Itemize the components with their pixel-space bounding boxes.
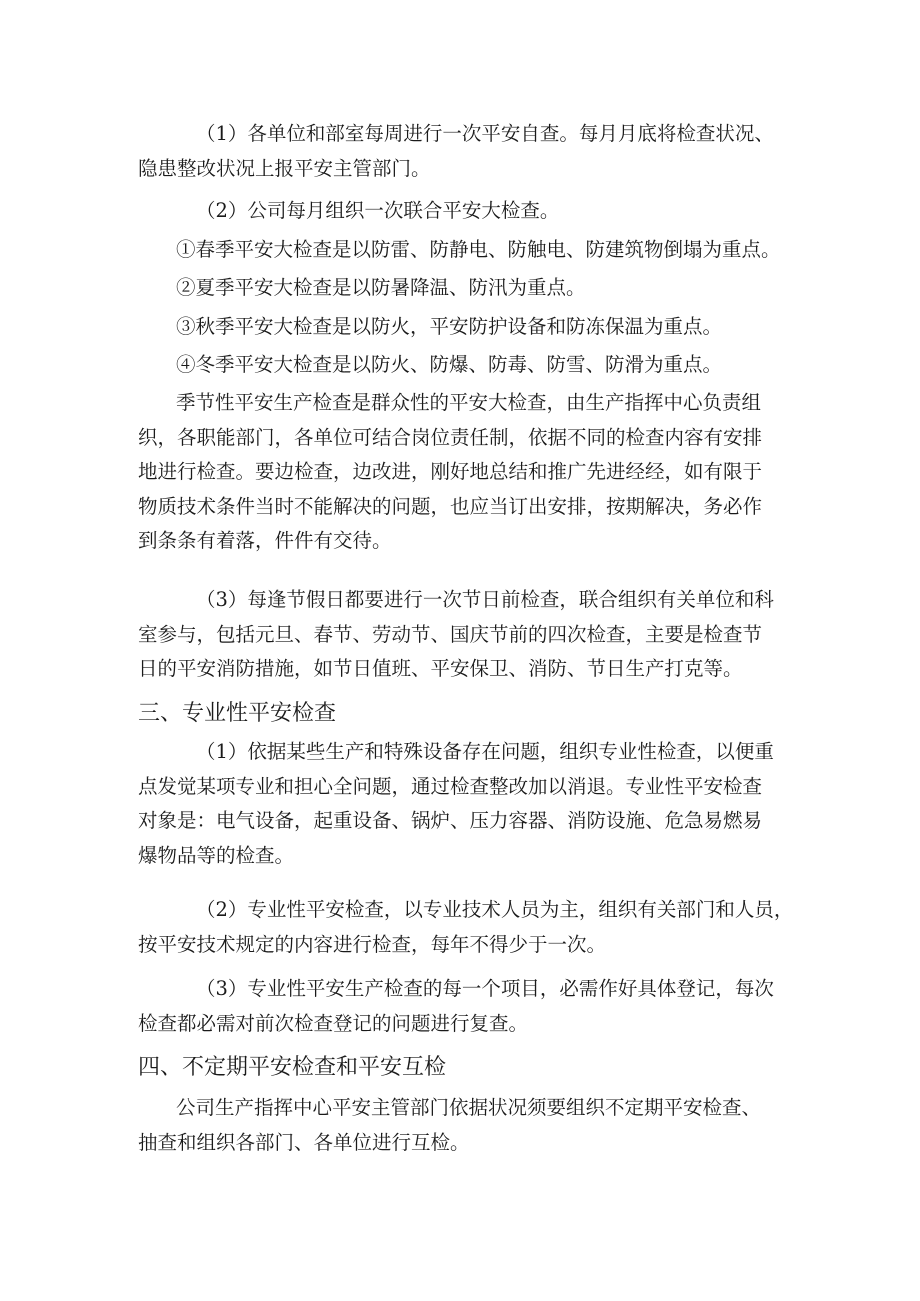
text-line: 隐患整改状况上报平安主管部门。 <box>138 156 431 180</box>
text-line: 按平安技术规定的内容进行检查，每年不得少于一次。 <box>138 932 607 956</box>
text-line: 室参与，包括元旦、春节、劳动节、国庆节前的四次检查，主要是检查节 <box>138 622 763 646</box>
paragraph-professional-check-3 <box>138 972 786 1041</box>
paragraph-irregular-check <box>138 1091 786 1160</box>
section-heading-4: 四、不定期平安检查和平安互检 <box>138 1055 447 1080</box>
text-line: 地进行检查。要边检查，边改进，刚好地总结和推广先进经经，如有限于 <box>138 460 763 483</box>
section-heading-3: 三、专业性平安检查 <box>138 701 337 726</box>
text-line: 织，各职能部门，各单位可结合岗位责任制，依据不同的检查内容有安排 <box>138 425 763 449</box>
text-line: 点发觉某项专业和担心全问题，通过检查整改加以消退。专业性平安检查 <box>138 774 763 798</box>
text-line: （3）专业性平安生产检查的每一个项目，必需作好具体登记，每次 <box>196 977 774 1000</box>
season-item-spring: ①春季平安大检查是以防雷、防静电、防触电、防建筑物倒塌为重点。 <box>176 238 781 261</box>
text-line: （2）专业性平安检查，以专业技术人员为主，组织有关部门和人员， <box>196 898 794 921</box>
text-line: 公司生产指挥中心平安主管部门依据状况须要组织不定期平安检查、 <box>176 1096 762 1119</box>
text-line: 季节性平安生产检查是群众性的平安大检查，由生产指挥中心负责组 <box>176 391 762 414</box>
paragraph-professional-check-2 <box>138 893 794 962</box>
text-line: 日的平安消防措施，如节日值班、平安保卫、消防、节日生产打克等。 <box>138 657 743 680</box>
text-line: （1）依据某些生产和特殊设备存在问题，组织专业性检查，以便重 <box>196 740 774 763</box>
text-line: 对象是：电气设备，起重设备、锅炉、压力容器、消防设施、危急易燃易 <box>138 809 763 832</box>
text-line: 物质技术条件当时不能解决的问题，也应当订出安排，按期解决，务必作 <box>138 494 763 518</box>
season-item-autumn: ③秋季平安大检查是以防火，平安防护设备和防冻保温为重点。 <box>176 315 723 338</box>
text-line: （3）每逢节假日都要进行一次节日前检查，联合组织有关单位和科 <box>196 588 774 611</box>
text-line: （1）各单位和部室每周进行一次平安自查。每月月底将检查状况、 <box>196 122 774 145</box>
paragraph-weekly-self-check <box>138 117 786 186</box>
paragraph-monthly-joint-check <box>138 194 786 229</box>
season-item-winter: ④冬季平安大检查是以防火、防爆、防毒、防雪、防滑为重点。 <box>176 353 723 376</box>
text-line: 爆物品等的检查。 <box>138 843 295 867</box>
paragraph-professional-check-1 <box>138 735 786 873</box>
text-line: 检查都必需对前次检查登记的问题进行复查。 <box>138 1011 529 1035</box>
text-line: 抽查和组织各部门、各单位进行互检。 <box>138 1130 470 1154</box>
text-line: 到条条有着落，件件有交待。 <box>138 529 392 552</box>
season-item-summer: ②夏季平安大检查是以防暑降温、防汛为重点。 <box>176 276 586 299</box>
paragraph-seasonal-check <box>138 386 786 559</box>
text-line: （2）公司每月组织一次联合平安大检查。 <box>196 199 560 222</box>
paragraph-holiday-check <box>138 583 786 687</box>
